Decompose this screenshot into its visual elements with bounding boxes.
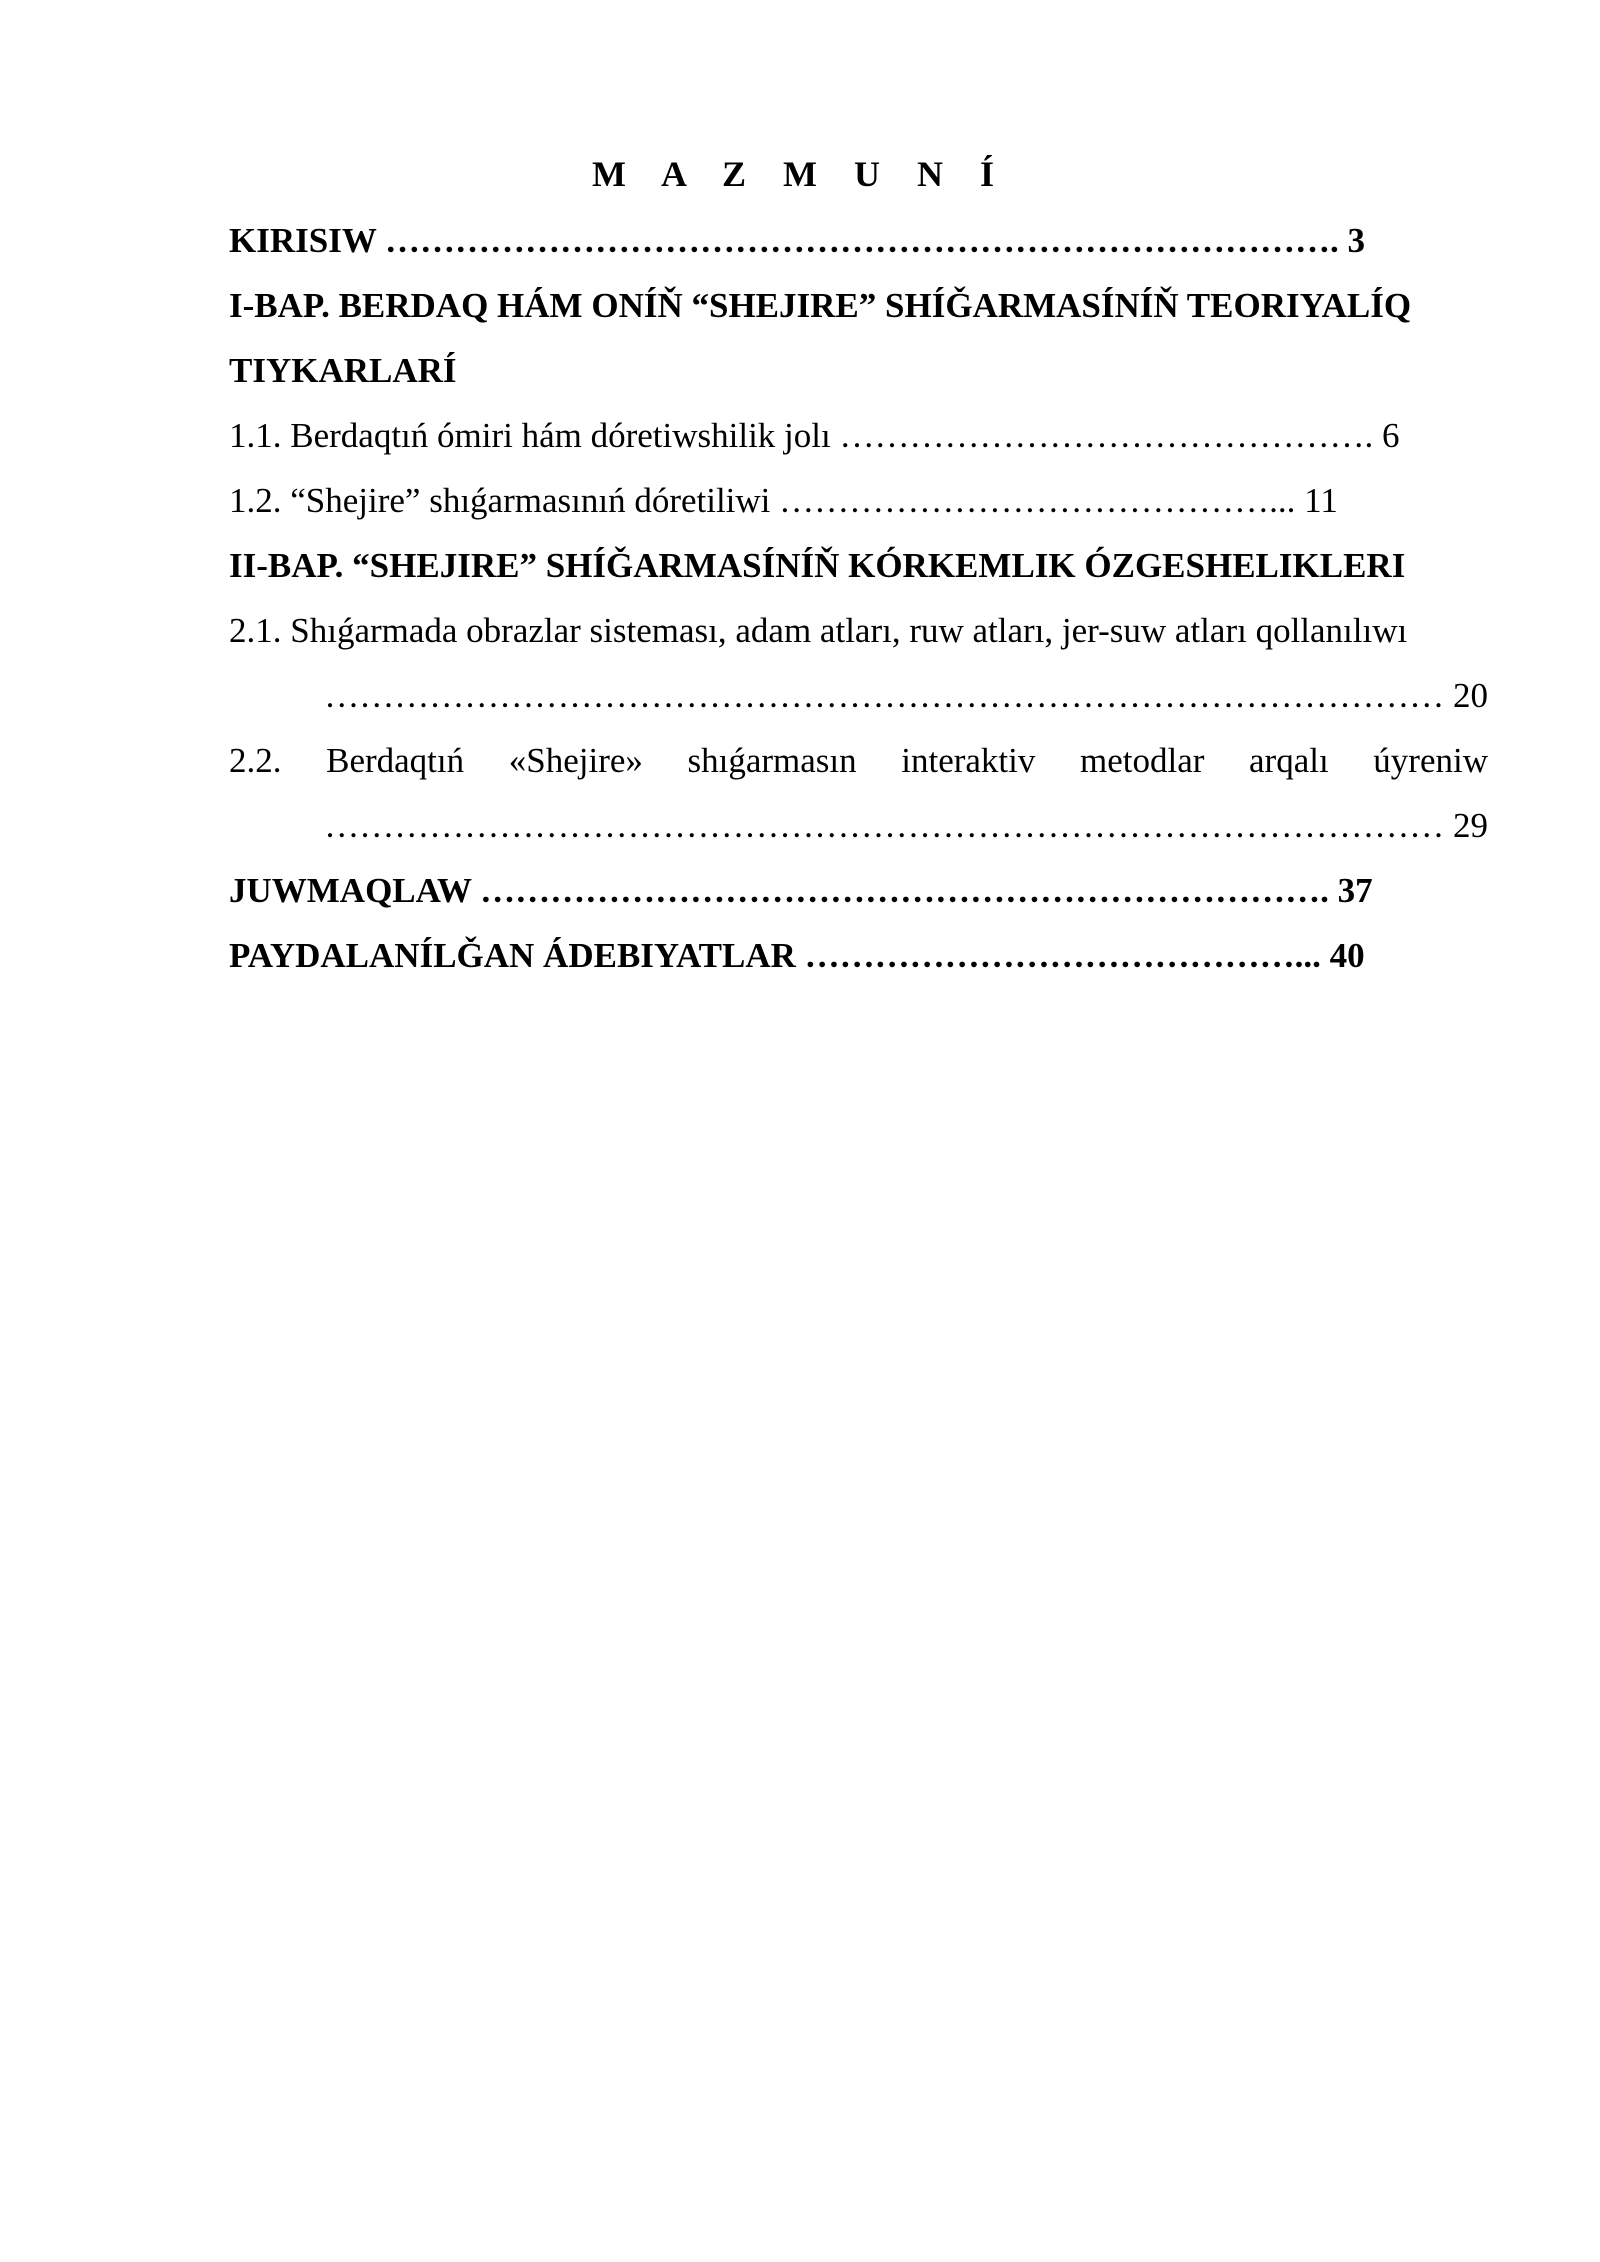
- toc-section-2-1-page: …………………………………………………………………………………… 20: [324, 676, 1488, 715]
- toc-section-2-1: 2.1. Shıǵarmada obrazlar sisteması, adam atları, ruw atları, jer-suw atları qollanılıwı: [229, 611, 1408, 650]
- toc-word: Berdaqtıń: [326, 741, 465, 780]
- toc-section-1-2: 1.2. “Shejire” shıǵarmasınıń dóretiliwi ……………………………………... 11: [229, 481, 1338, 520]
- toc-chapter-1-heading: I-BAP. BERDAQ HÁM ONÍŇ “SHEJIRE” SHÍǦARMASÍNÍŇ TEORIYALÍQ: [229, 286, 1412, 325]
- toc-section-1-1: 1.1. Berdaqtıń ómiri hám dóretiwshilik jolı ………………………………………. 6: [229, 416, 1400, 455]
- toc-word: úyreniw: [1373, 741, 1488, 780]
- toc-word: «Shejire»: [508, 741, 643, 780]
- toc-chapter-2-heading: II-BAP. “SHEJIRE” SHÍǦARMASÍNÍŇ KÓRKEMLIK ÓZGESHELIKLERI: [229, 546, 1406, 585]
- toc-word: interaktiv: [901, 741, 1036, 780]
- toc-section-2-2: [229, 728, 1488, 793]
- toc-entry-conclusion: JUWMAQLAW ………………………………………………………………. 37: [229, 871, 1373, 910]
- toc-word: arqalı: [1249, 741, 1329, 780]
- toc-entry-introduction: KIRISIW ………………………………………………………………………. 3: [229, 221, 1365, 260]
- toc-entry-references: PAYDALANÍLǦAN ÁDEBIYATLAR ……………………………………... 40: [229, 936, 1365, 975]
- toc-word: metodlar: [1079, 741, 1205, 780]
- toc-section-2-2-page: …………………………………………………………………………………… 29: [324, 806, 1488, 845]
- toc-word: shıǵarmasın: [687, 741, 857, 780]
- toc-title: M A Z M U N Í: [592, 154, 1008, 194]
- table-of-contents: [229, 208, 1488, 988]
- toc-word: 2.2.: [229, 741, 282, 780]
- toc-chapter-1-heading-cont: TIYKARLARÍ: [229, 351, 457, 390]
